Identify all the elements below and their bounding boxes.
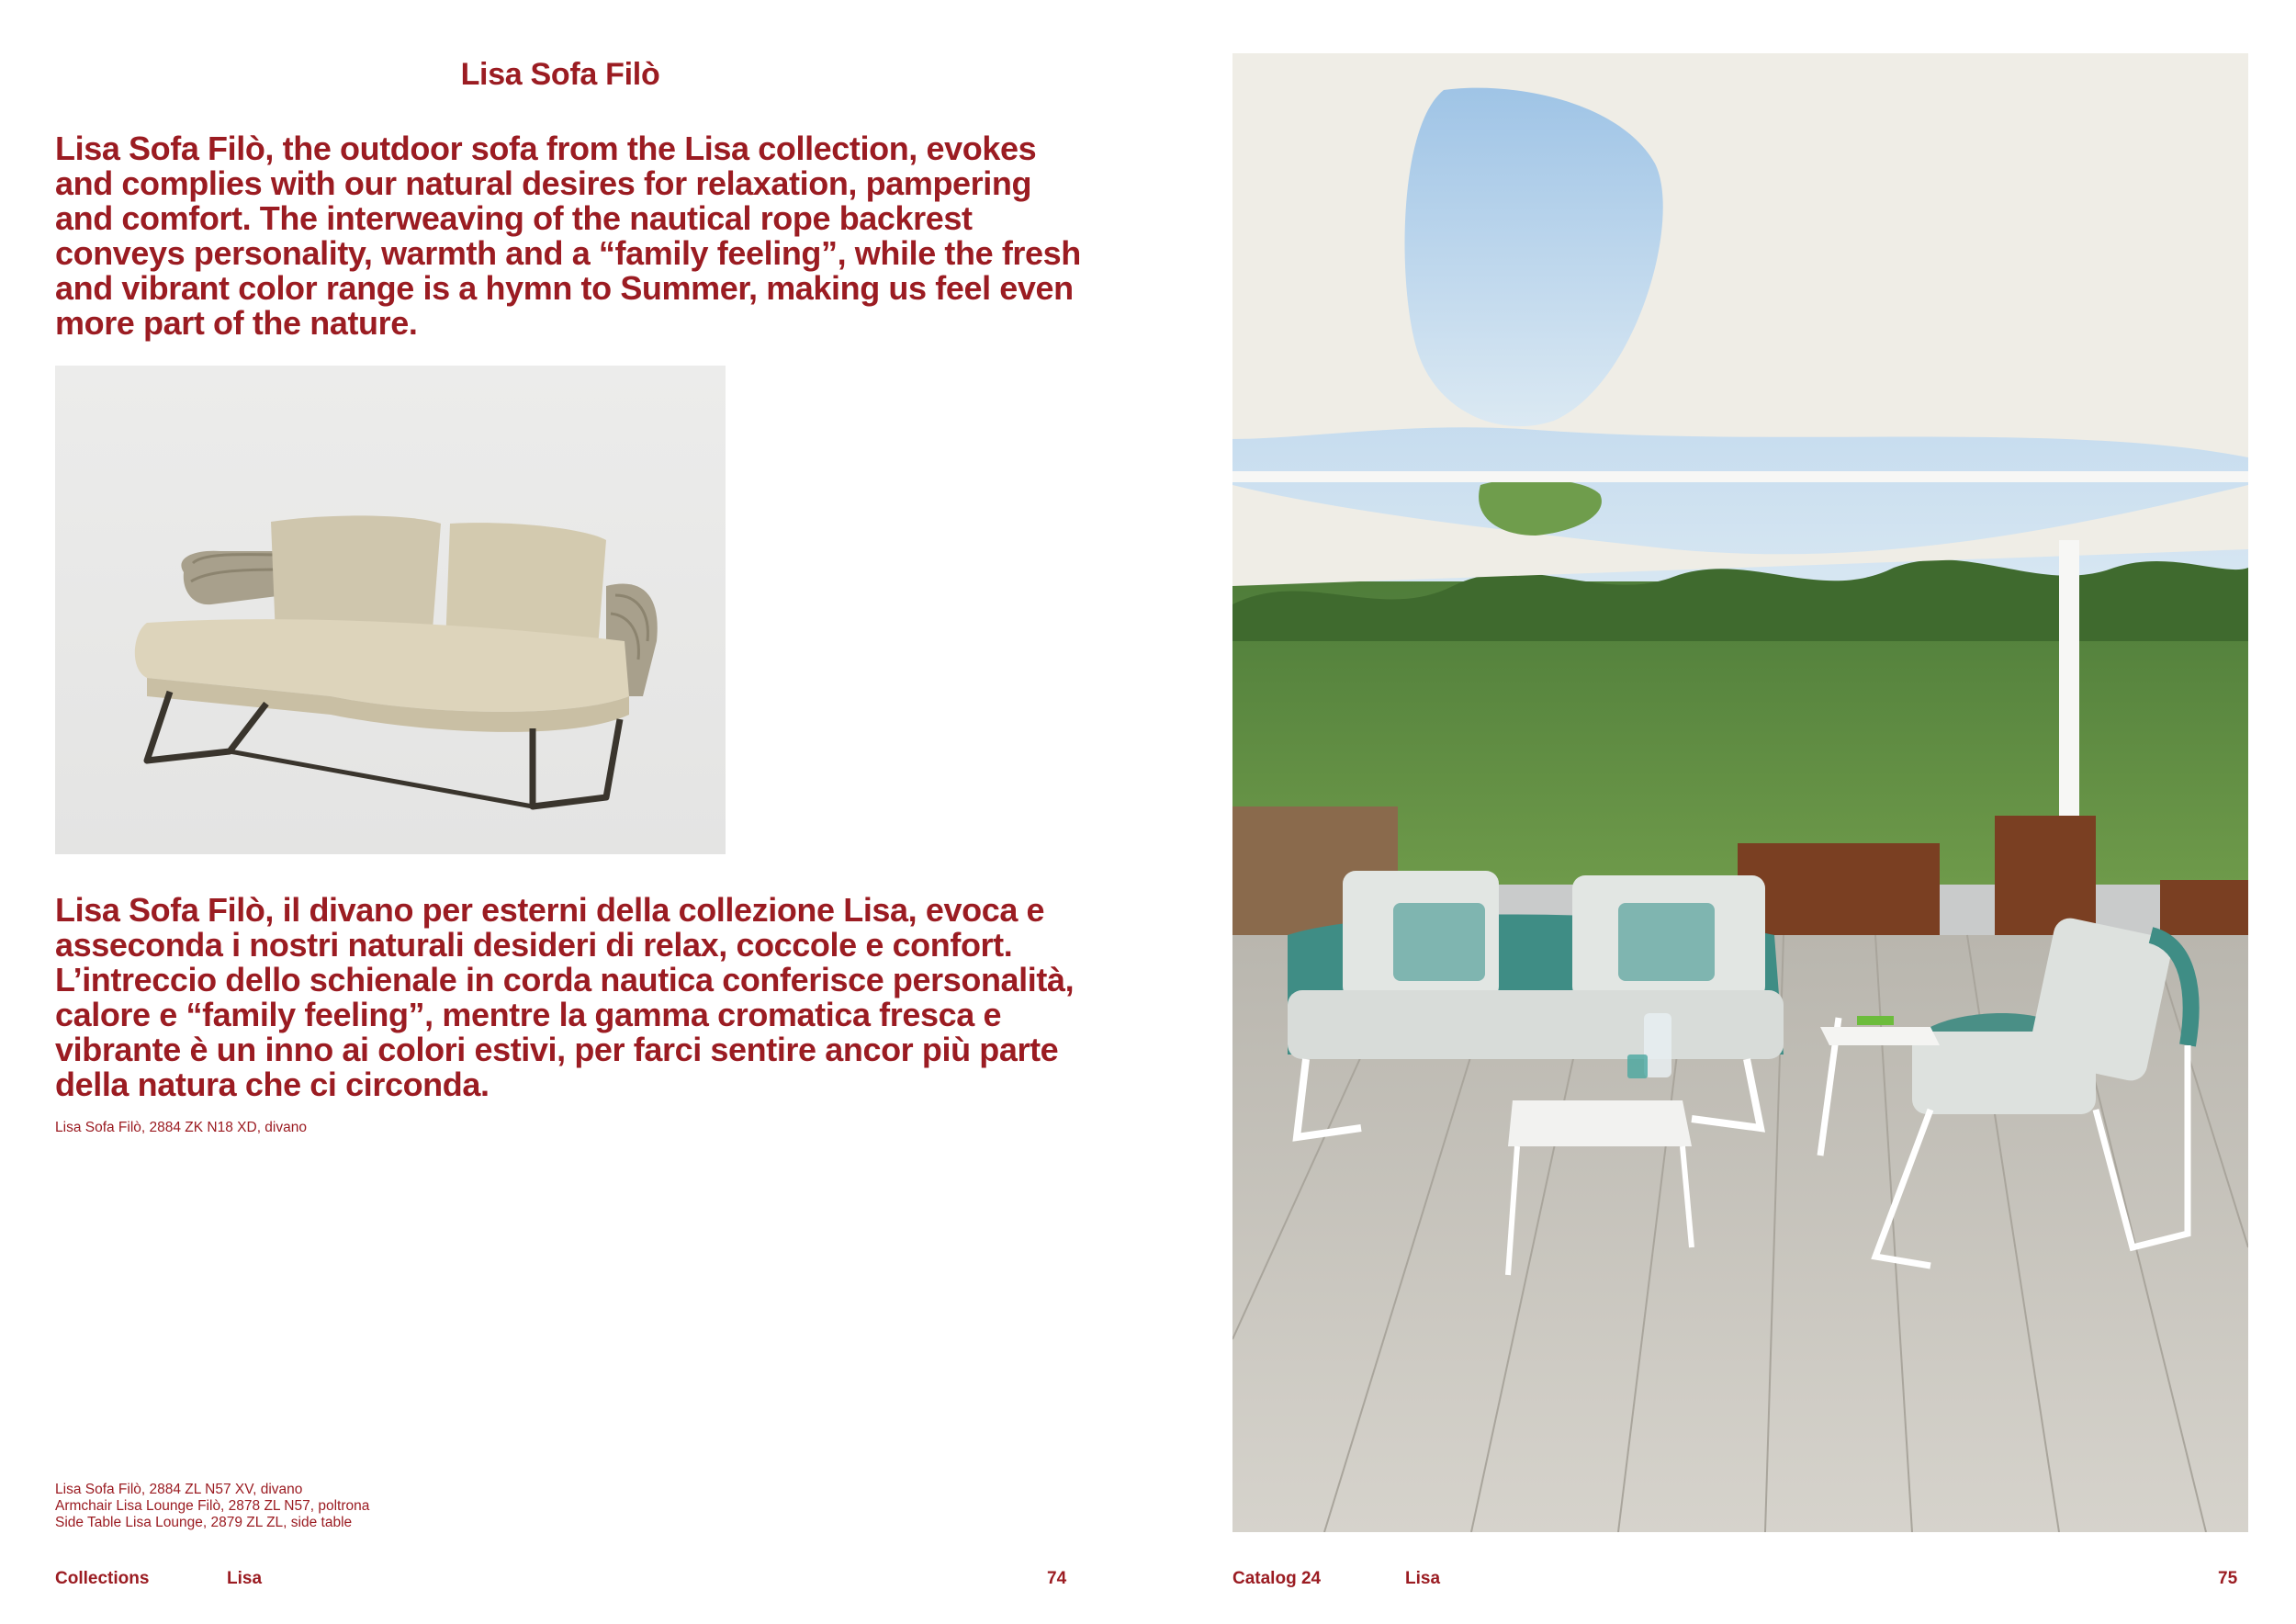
footer-section: Collections <box>55 1569 150 1588</box>
page-title: Lisa Sofa Filò <box>460 57 660 92</box>
product-photo-sofa <box>55 366 726 854</box>
footer-catalog: Catalog 24 <box>1232 1569 1322 1588</box>
scene-photo-terrace <box>1232 53 2248 1532</box>
intro-english: Lisa Sofa Filò, the outdoor sofa from the Lisa collection, evokes and complies with our natural desires for relaxation, pampering and comfort. The interweaving of the nautical rope backrest conveys personality, warmth and a “family feeling”, while the fresh and vibrant color range is a hymn to Summer, making us feel even more part of the nature. <box>55 130 1081 342</box>
scene-captions <box>55 1482 369 1531</box>
scene-caption-line: Lisa Sofa Filò, 2884 ZL N57 XV, divano <box>55 1482 303 1497</box>
footer-collection-left: Lisa <box>227 1569 263 1588</box>
intro-italian: Lisa Sofa Filò, il divano per esterni della collezione Lisa, evoca e asseconda i nostri naturali desideri di relax, coccole e confort. L’intreccio dello schienale in corda nautica conferisce personalità, calore e “family feeling”, mentre la gamma cromatica fresca e vibrante è un inno ai colori estivi, per farci sentire ancor più parte della natura che ci circonda. <box>55 891 1075 1103</box>
page-number-right: 75 <box>2218 1569 2238 1588</box>
footer-collection-right: Lisa <box>1405 1569 1441 1588</box>
product-caption: Lisa Sofa Filò, 2884 ZK N18 XD, divano <box>55 1120 307 1135</box>
page-number-left: 74 <box>1047 1569 1067 1588</box>
scene-caption-line: Armchair Lisa Lounge Filò, 2878 ZL N57, poltrona <box>55 1498 370 1514</box>
scene-caption-line: Side Table Lisa Lounge, 2879 ZL ZL, side table <box>55 1515 353 1530</box>
